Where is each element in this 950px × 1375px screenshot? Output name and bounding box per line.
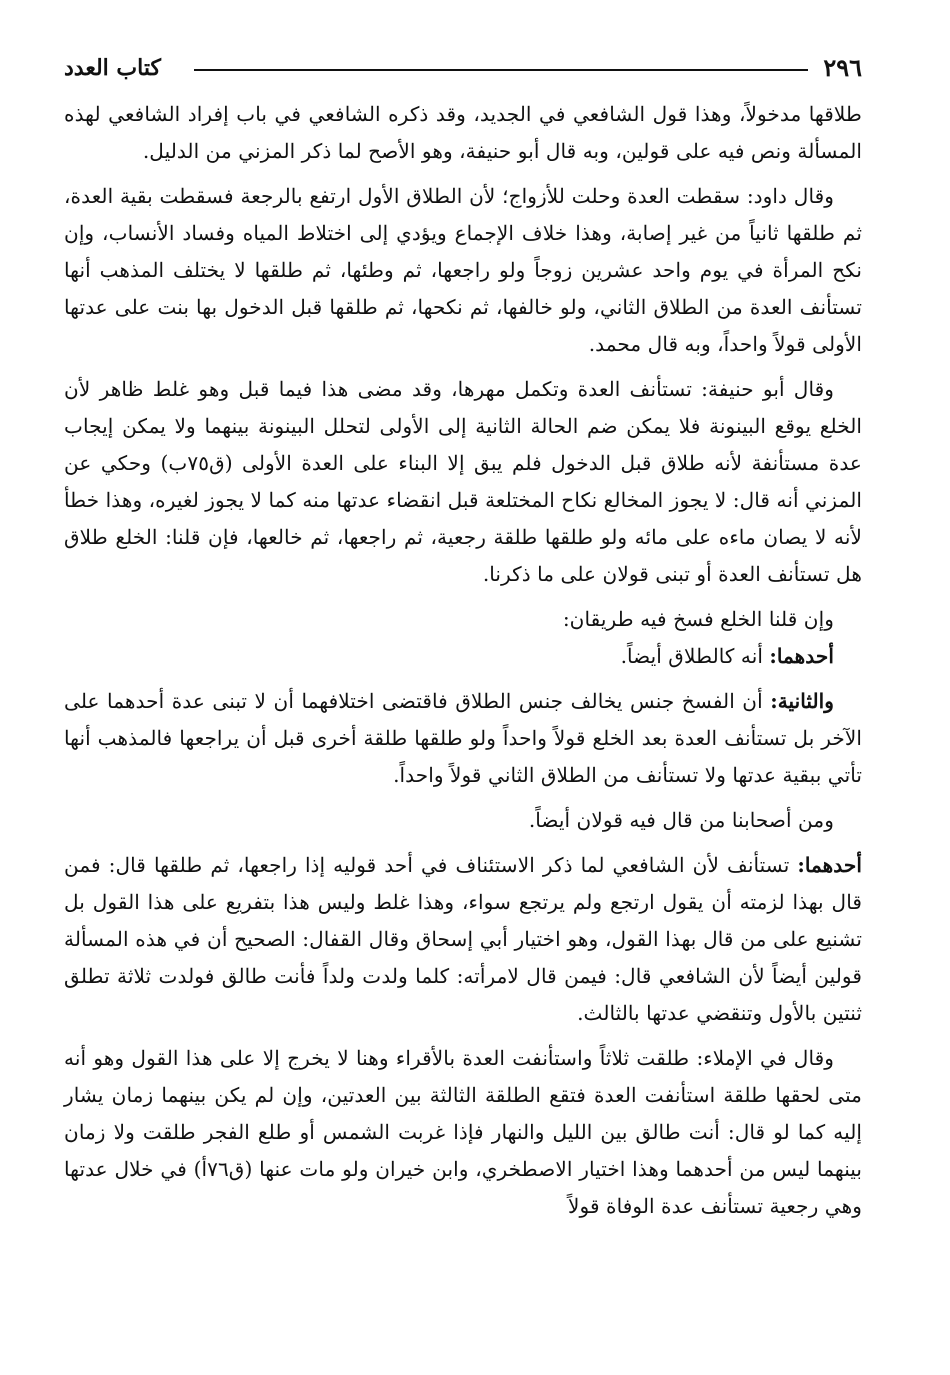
paragraph <box>64 683 862 794</box>
paragraph <box>64 1040 862 1225</box>
page-header <box>64 50 862 90</box>
paragraph-text: طلاقها مدخولاً، وهذا قول الشافعي في الجديد، وقد ذكره الشافعي في باب إفراد الشافعي لهذه المسألة ونص فيه على قولين، وبه قال أبو حنيفة، وهو الأصح لما ذكر المزني من الدليل. <box>64 102 862 163</box>
paragraph-text: أنه كالطلاق أيضاً. <box>620 644 763 668</box>
paragraph <box>64 371 862 593</box>
paragraph-text: وقال أبو حنيفة: تستأنف العدة وتكمل مهرها، وقد مضى هذا فيما قبل وهو غلط ظاهر لأن الخلع يوقع البينونة فلا يمكن ضم الحالة الثانية إلى الأولى لتحلل البينونة بينهما ولا يمكن إيجاب عدة مستأنفة لأنه طلاق قبل الدخول فلم يبق إلا البناء على العدة الأولى (ق٧٥ب) وحكي عن المزني أنه قال: لا يجوز المخالع نكاح المختلعة قبل انقضاء عدتها منه كما لا يجوز لغيره، وهذا خطأ لأنه لا يصان ماءه على مائه ولو طلقها طلقة رجعية، ثم راجعها، ثم خالعها، فإن قلنا: الخلع طلاق هل تستأنف العدة أو تبنى قولان على ما ذكرنا. <box>64 377 862 586</box>
paragraph-text: ومن أصحابنا من قال فيه قولان أيضاً. <box>528 808 834 832</box>
page-body <box>64 96 862 1225</box>
paragraph-text: وقال في الإملاء: طلقت ثلاثاً واستأنفت العدة بالأقراء وهنا لا يخرج إلا على هذا القول وهو أنه متى لحقها طلقة استأنفت العدة فتقع الطلقة الثالثة بين العدتين، وإن لم يكن بينهما زمان يشار إليه كما لو قال: أنت طالق بين الليل والنهار فإذا غربت الشمس أو طلع الفجر طلقت ولا زمان بينهما ليس من أحدهما وهذا اختيار الاصطخري، وابن خيران ولو مات عنها (ق٧٦أ) في خلال عدتها وهي رجعية تستأنف عدة الوفاة قولاً <box>64 1046 862 1218</box>
paragraph <box>64 847 862 1032</box>
paragraph <box>64 638 862 675</box>
paragraph-label: أحدهما: <box>769 644 834 668</box>
paragraph-text: وقال داود: سقطت العدة وحلت للأزواج؛ لأن الطلاق الأول ارتفع بالرجعة فسقطت بقية العدة، ثم طلقها ثانياً من غير إصابة، وهذا خلاف الإجماع ويؤدي إلى اختلاط المياه وفساد الأنساب، وإن نكح المرأة في يوم واحد عشرين زوجاً ولو راجعها، ثم وطئها، ثم طلقها لا يختلف المذهب أنها تستأنف العدة من الطلاق الثاني، ولو خالفها، ثم نكحها، ثم طلقها قبل الدخول بها بنت على عدتها الأولى قولاً واحداً، وبه قال محمد. <box>64 184 862 356</box>
running-title: كتاب العدد <box>64 55 161 81</box>
paragraph-label: والثانية: <box>770 689 834 713</box>
paragraph-label: أحدهما: <box>797 853 862 877</box>
paragraph <box>64 96 862 170</box>
header-rule <box>194 69 808 71</box>
paragraph <box>64 802 862 839</box>
paragraph-text: تستأنف لأن الشافعي لما ذكر الاستئناف في أحد قوليه إذا راجعها، ثم طلقها قال: فمن قال بهذا لزمته أن يقول ارتجع ولم يرتجع سواء، وهذا غلط وليس هذا بتفريع على هذا القول بل تشنيع على من قال بهذا القول، وهو اختيار أبي إسحاق وقال القفال: الصحيح أن في هذه المسألة قولين أيضاً لأن الشافعي قال: فيمن قال لامرأته: كلما ولدت ولداً فأنت طالق فولدت ثلاثة تطلق ثنتين بالأول وتنقضي عدتها بالثالث. <box>64 853 862 1025</box>
paragraph-text: وإن قلنا الخلع فسخ فيه طريقان: <box>562 607 834 631</box>
page-number: ٢٩٦ <box>823 53 862 82</box>
paragraph <box>64 178 862 363</box>
paragraph <box>64 601 862 638</box>
paragraph-text: أن الفسخ جنس يخالف جنس الطلاق فاقتضى اختلافهما أن لا تبنى عدة أحدهما على الآخر بل تستأنف العدة بعد الخلع قولاً واحداً ولو طلقها طلقة أخرى قبل أن يراجعها فالمذهب أنها تأتي ببقية عدتها ولا تستأنف من الطلاق الثاني قولاً واحداً. <box>64 689 862 787</box>
